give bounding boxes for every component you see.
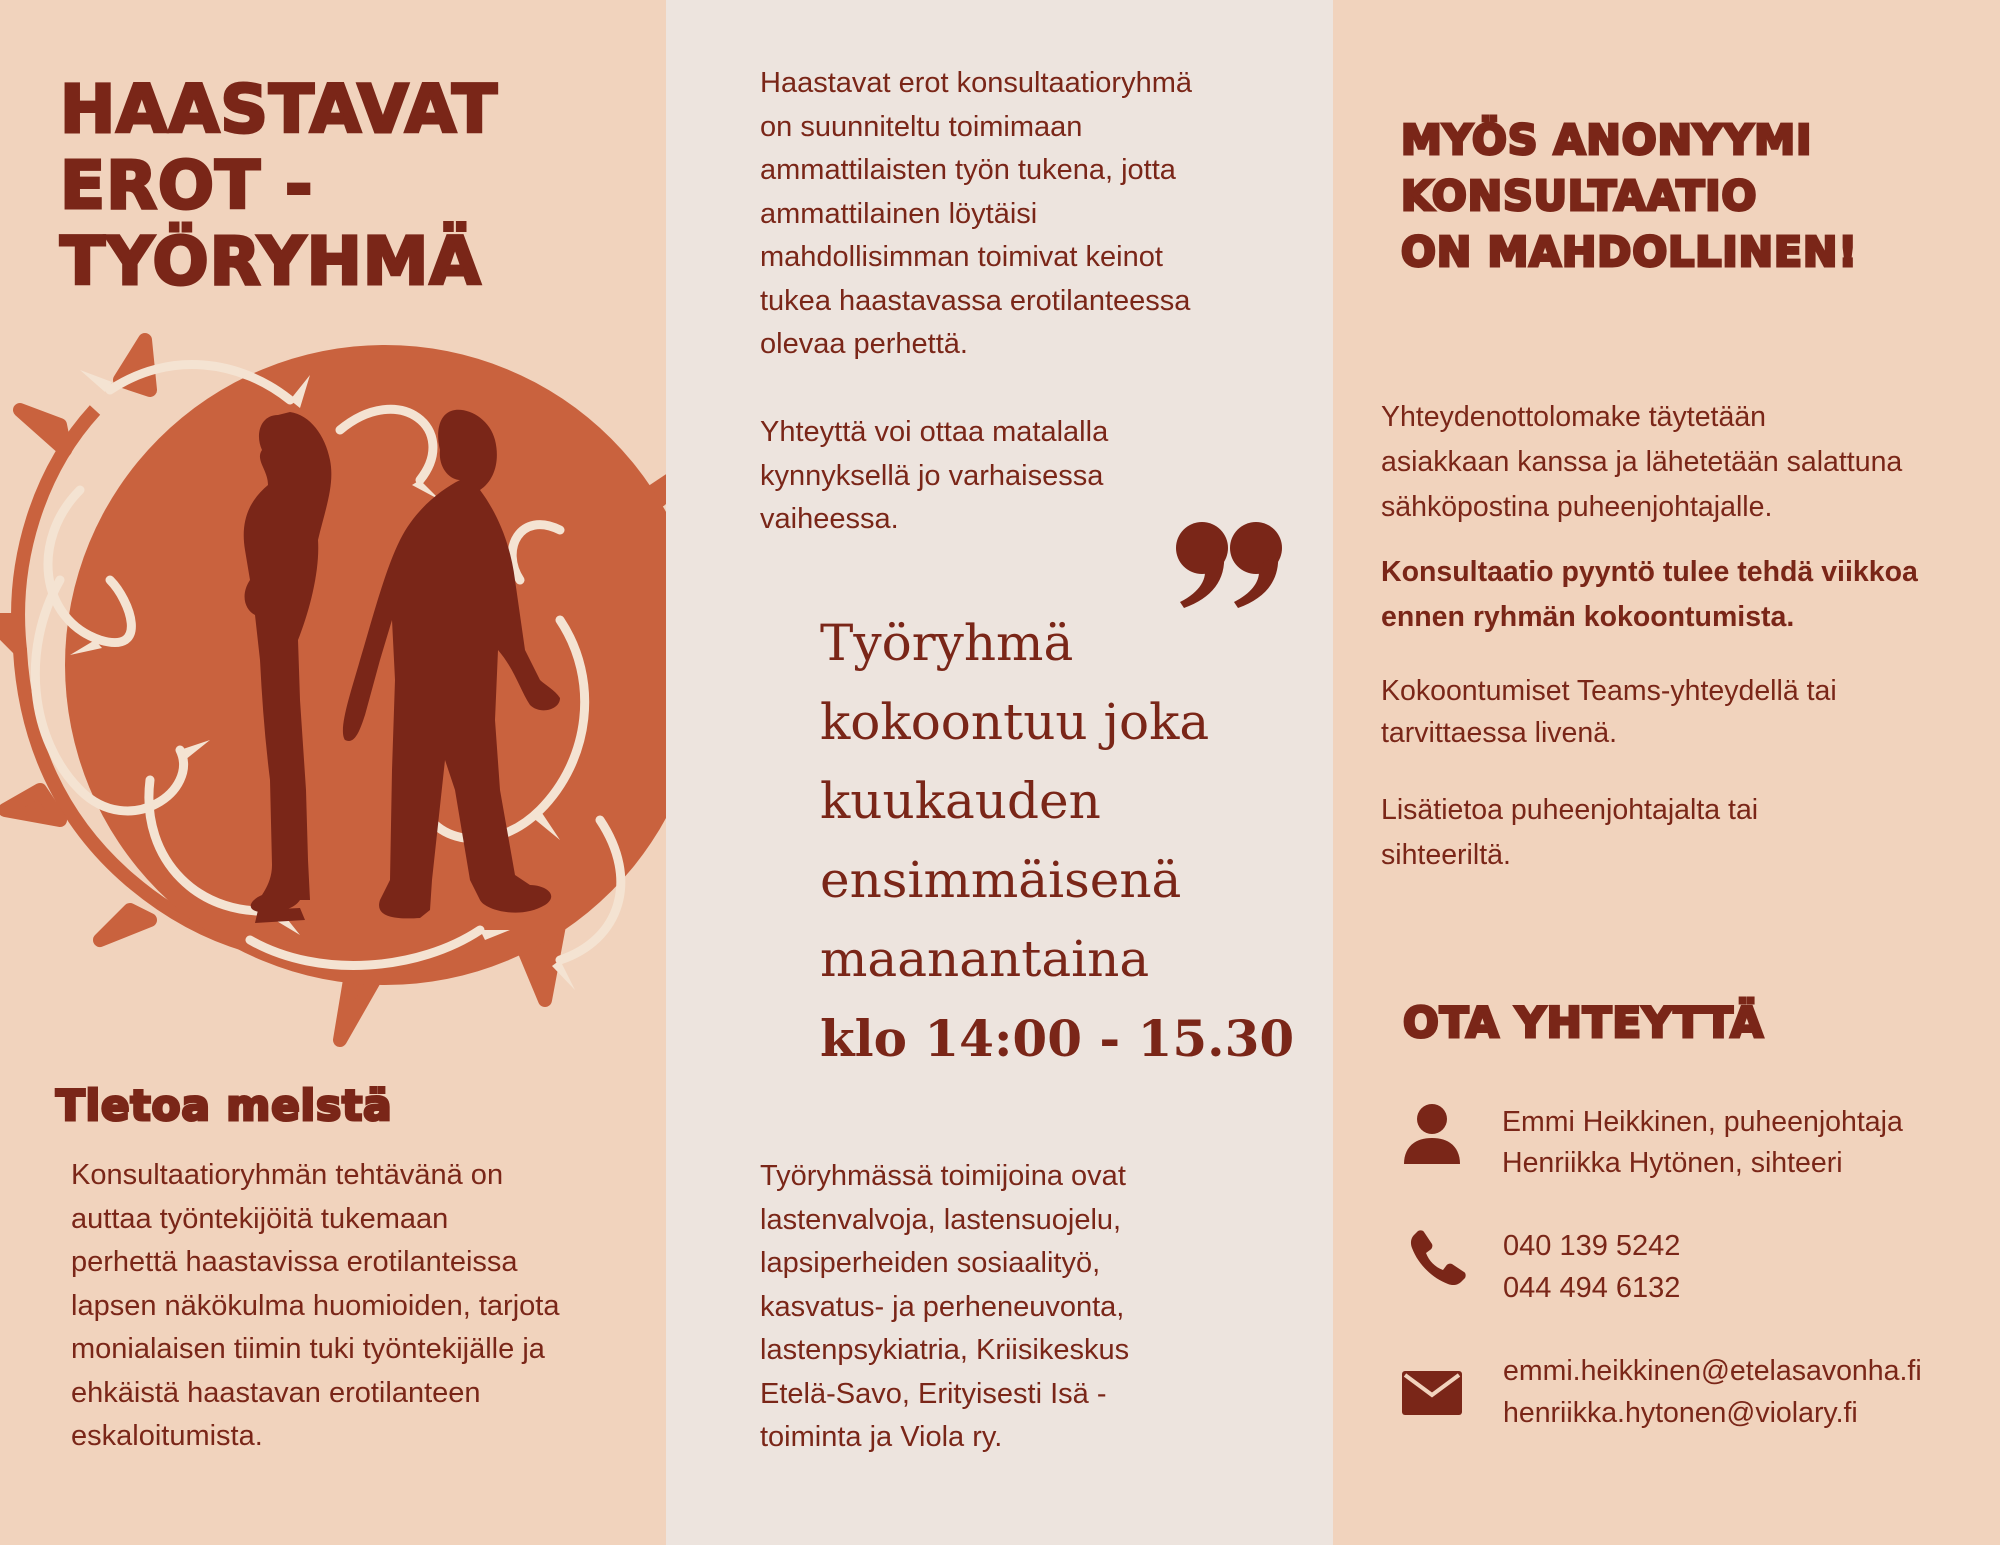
form-line: Yhteydenottolomake täytetään <box>1381 401 1767 433</box>
title-line: EROT - <box>60 147 314 224</box>
intro-line: olevaa perhettä. <box>760 328 968 360</box>
quote-time: klo 14:00 - 15.30 <box>820 1009 1295 1068</box>
form-line: sähköpostina puheenjohtajalle. <box>1381 491 1773 523</box>
about-line: monialaisen tiimin tuki työntekijälle ja <box>71 1333 545 1365</box>
intro-line: Haastavat erot konsultaatioryhmä <box>760 67 1192 99</box>
main-title <box>60 72 498 300</box>
deadline-line: ennen ryhmän kokoontumista. <box>1381 601 1795 633</box>
more-info-line: Lisätietoa puheenjohtajalta tai <box>1381 794 1759 826</box>
right-panel <box>1333 0 2000 1545</box>
middle-panel <box>666 0 1333 1545</box>
form-line: asiakkaan kanssa ja lähetetään salattuna <box>1381 446 1903 478</box>
person-name: Henriikka Hytönen, sihteeri <box>1502 1147 1843 1179</box>
about-line: lapsen näkökulma huomioiden, tarjota <box>71 1289 560 1322</box>
contact-heading: OTA YHTEYTTÄ <box>1403 998 1765 1047</box>
quote-line: kuukauden <box>820 772 1101 830</box>
title-line: HAASTAVAT <box>60 71 498 148</box>
members-line: toiminta ja Viola ry. <box>760 1421 1003 1453</box>
intro-line: on suunniteltu toimimaan <box>760 110 1083 143</box>
quote-mark-icon <box>1174 520 1286 610</box>
about-line: eskaloitumista. <box>71 1420 263 1452</box>
intro-line: ammattilainen löytäisi <box>760 197 1038 230</box>
phone-number[interactable]: 044 494 6132 <box>1503 1272 1681 1304</box>
about-line: auttaa työntekijöitä tukemaan <box>71 1202 449 1235</box>
members-line: lapsiperheiden sosiaalityö, <box>760 1247 1101 1279</box>
quote-line: maanantaina <box>820 930 1150 988</box>
person-icon <box>1400 1102 1464 1166</box>
meeting-mode-line: Kokoontumiset Teams-yhteydellä tai <box>1381 675 1837 707</box>
anon-line: KONSULTAATIO <box>1401 172 1758 220</box>
more-info-line: sihteeriltä. <box>1381 839 1511 871</box>
anon-line: ON MAHDOLLINEN! <box>1401 228 1859 276</box>
quote-line: kokoontuu joka <box>820 693 1210 751</box>
members-line: lastenvalvoja, lastensuojelu, <box>760 1203 1122 1236</box>
email-address[interactable]: emmi.heikkinen@etelasavonha.fi <box>1503 1355 1922 1387</box>
people-list <box>1502 1102 1903 1184</box>
sun-circle <box>65 345 705 985</box>
members-line: kasvatus- ja perheneuvonta, <box>760 1290 1125 1323</box>
about-line: perhettä haastavissa erotilanteissa <box>71 1246 518 1278</box>
intro-text <box>760 62 1192 367</box>
person-name: Emmi Heikkinen, puheenjohtaja <box>1502 1106 1903 1138</box>
deadline-text <box>1381 550 1918 640</box>
members-line: Etelä-Savo, Erityisesti Isä - <box>760 1377 1107 1410</box>
about-heading: Tietoa meistä <box>56 1081 393 1130</box>
phone-list <box>1503 1225 1680 1309</box>
about-text <box>71 1154 559 1459</box>
contact-note-line: kynnyksellä jo varhaisessa <box>760 459 1104 492</box>
members-line: lastenpsykiatria, Kriisikeskus <box>760 1334 1130 1366</box>
anon-line: MYÖS ANONYYMI <box>1401 116 1813 164</box>
contact-note <box>760 411 1108 542</box>
intro-line: ammattilaisten työn tukena, jotta <box>760 154 1176 186</box>
meeting-mode-line: tarvittaessa livenä. <box>1381 717 1618 749</box>
title-line: TYÖRYHMÄ <box>60 223 482 300</box>
phone-number[interactable]: 040 139 5242 <box>1503 1230 1681 1262</box>
intro-line: mahdollisimman toimivat keinot <box>760 241 1163 273</box>
anonymous-heading <box>1401 112 1858 280</box>
deadline-line: Konsultaatio pyyntö tulee tehdä viikkoa <box>1381 556 1918 588</box>
more-info-text <box>1381 788 1758 878</box>
quote-line: Työryhmä <box>820 614 1074 672</box>
contact-note-line: Yhteyttä voi ottaa matalalla <box>760 416 1109 448</box>
left-panel <box>0 0 666 1545</box>
phone-icon <box>1410 1228 1468 1286</box>
members-line: Työryhmässä toimijoina ovat <box>760 1160 1126 1192</box>
email-address[interactable]: henriikka.hytonen@violary.fi <box>1503 1397 1858 1429</box>
contact-note-line: vaiheessa. <box>760 503 899 535</box>
intro-line: tukea haastavassa erotilanteessa <box>760 284 1191 317</box>
mail-icon <box>1402 1371 1462 1415</box>
about-line: Konsultaatioryhmän tehtävänä on <box>71 1159 504 1191</box>
meeting-quote <box>820 604 1294 1078</box>
email-list <box>1503 1350 1922 1434</box>
members-text <box>760 1155 1129 1460</box>
about-line: ehkäistä haastavan erotilanteen <box>71 1376 481 1409</box>
quote-line: ensimmäisenä <box>820 851 1182 909</box>
meeting-mode-text <box>1381 670 1837 754</box>
form-text <box>1381 395 1902 530</box>
